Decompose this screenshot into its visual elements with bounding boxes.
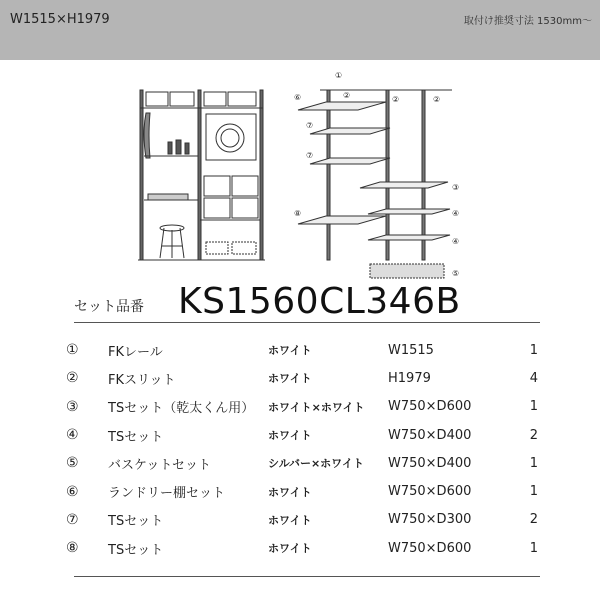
callout-7b: ⑦	[306, 151, 314, 160]
part-quantity: 2	[529, 427, 538, 443]
part-number: ④	[66, 427, 79, 444]
parts-row	[66, 421, 546, 449]
part-dimension: W750×D600	[388, 540, 472, 556]
part-dimension: H1979	[388, 370, 431, 386]
part-color: ホワイト	[268, 485, 312, 499]
parts-row	[66, 477, 546, 505]
part-quantity: 4	[529, 370, 538, 386]
part-quantity: 1	[529, 540, 538, 556]
part-dimension: W1515	[388, 342, 434, 358]
part-quantity: 1	[529, 342, 538, 358]
set-number-label: セット品番	[74, 299, 144, 315]
parts-row	[66, 393, 546, 421]
size-text: W1515×H1979	[10, 12, 110, 27]
shelf-illustration	[130, 68, 475, 283]
part-color: ホワイト	[268, 372, 312, 386]
callout-5: ⑤	[452, 269, 460, 278]
divider-top	[74, 322, 540, 323]
parts-row	[66, 364, 546, 392]
part-color: ホワイト	[268, 513, 312, 527]
callout-6: ⑥	[294, 93, 302, 102]
parts-row	[66, 506, 546, 534]
set-number-code: KS1560CL346B	[178, 281, 461, 322]
callout-2c: ②	[433, 95, 441, 104]
part-number: ⑤	[66, 455, 79, 472]
part-dimension: W750×D300	[388, 512, 472, 528]
part-number: ②	[66, 370, 79, 387]
part-number: ⑦	[66, 511, 79, 528]
part-color: ホワイト	[268, 429, 312, 443]
part-number: ⑧	[66, 540, 79, 557]
part-color: ホワイト	[268, 344, 312, 358]
part-color: ホワイト×ホワイト	[268, 400, 365, 414]
part-name: FKレール	[108, 344, 163, 360]
part-color: シルバー×ホワイト	[268, 457, 364, 471]
header-bar	[0, 0, 600, 60]
part-name: TSセット	[108, 514, 164, 530]
callout-3: ③	[452, 183, 460, 192]
callout-7a: ⑦	[306, 121, 314, 130]
parts-row	[66, 449, 546, 477]
part-number: ③	[66, 398, 79, 415]
part-dimension: W750×D600	[388, 484, 472, 500]
divider-bottom	[74, 576, 540, 577]
part-quantity: 1	[529, 484, 538, 500]
part-quantity: 1	[529, 455, 538, 471]
parts-row	[66, 534, 546, 562]
callout-4a: ④	[452, 209, 460, 218]
part-dimension: W750×D600	[388, 399, 472, 415]
part-name: ランドリー棚セット	[108, 486, 226, 502]
part-quantity: 2	[529, 512, 538, 528]
part-dimension: W750×D400	[388, 455, 472, 471]
callout-8: ⑧	[294, 209, 302, 218]
callout-1: ①	[335, 71, 343, 80]
install-size-text: 取付け推奨寸法 1530mm～	[463, 16, 592, 27]
part-name: TSセット	[108, 429, 164, 445]
part-number: ①	[66, 342, 79, 359]
part-name: FKスリット	[108, 372, 176, 388]
exploded-diagram	[298, 90, 452, 278]
part-number: ⑥	[66, 483, 79, 500]
part-name: TSセット（乾太くん用）	[108, 401, 255, 417]
room-drawing	[138, 90, 265, 260]
part-color: ホワイト	[268, 542, 312, 556]
parts-row	[66, 336, 546, 364]
callout-4b: ④	[452, 237, 460, 246]
callout-2a: ②	[343, 91, 351, 100]
part-quantity: 1	[529, 399, 538, 415]
callout-2b: ②	[392, 95, 400, 104]
parts-list	[66, 336, 546, 562]
part-name: バスケットセット	[108, 457, 211, 473]
part-name: TSセット	[108, 542, 164, 558]
part-dimension: W750×D400	[388, 427, 472, 443]
